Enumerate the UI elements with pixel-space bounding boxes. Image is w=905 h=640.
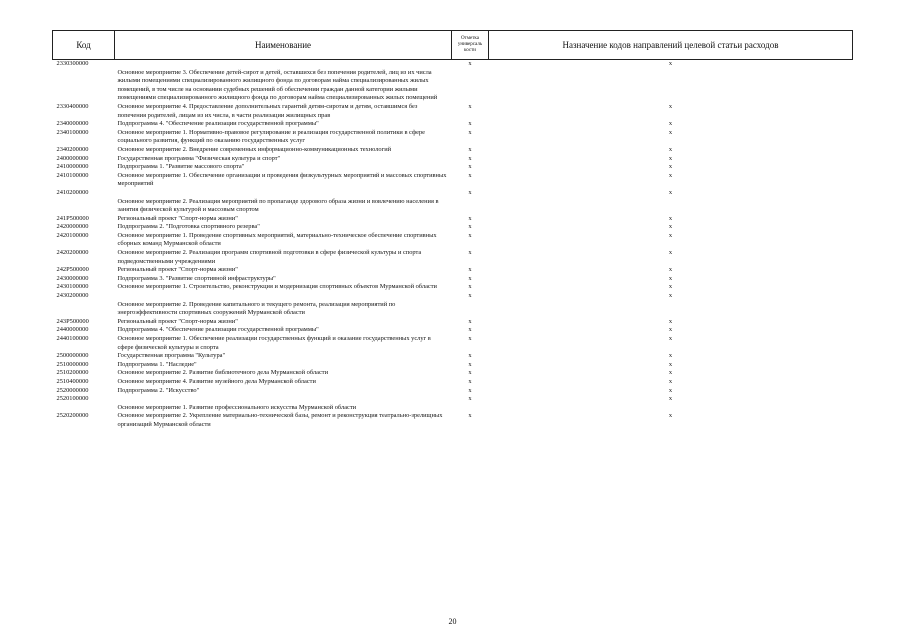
- column-header-universality-flag: Отметка универсаль кости: [452, 31, 489, 60]
- row-universality-flag-cell: x: [468, 352, 472, 360]
- table-row: [53, 318, 853, 327]
- row-universality-flag-cell: x: [468, 386, 472, 394]
- row-code-cell: 2330300000: [56, 60, 89, 67]
- row-name-cell: Основное мероприятие 2. Реализация программ спортивной подготовки в сфере физической культуры и спорта подведомственными учреждениями: [117, 249, 422, 265]
- table-row: [53, 189, 853, 198]
- row-destination-cell: x: [668, 283, 673, 291]
- row-code-cell: 2340200000: [56, 145, 89, 153]
- row-universality-flag-cell: [452, 301, 489, 318]
- row-code-cell: [53, 404, 115, 413]
- row-code-cell: 2440000000: [56, 326, 89, 334]
- table-row: [53, 326, 853, 335]
- row-name-cell: [115, 395, 452, 404]
- row-destination-cell: x: [668, 360, 673, 368]
- row-destination-cell: x: [668, 60, 673, 67]
- row-universality-flag-cell: x: [468, 154, 472, 162]
- row-destination-cell: x: [668, 154, 673, 162]
- row-code-cell: [53, 69, 115, 103]
- row-name-cell: Основное мероприятие 1. Развитие профессионального искусства Мурманской области: [117, 403, 357, 411]
- row-name-cell: Основное мероприятие 1. Обеспечение организации и проведения физкультурных мероприятий и массовых спортивных мероприятий: [117, 171, 447, 188]
- table-row: [53, 395, 853, 404]
- row-universality-flag-cell: x: [468, 188, 472, 196]
- row-name-cell: [115, 60, 452, 69]
- row-code-cell: 2440100000: [56, 335, 89, 342]
- row-universality-flag-cell: x: [468, 120, 472, 128]
- row-destination-cell: x: [668, 188, 673, 196]
- row-name-cell: Основное мероприятие 2. Развитие библиотечного дела Мурманской области: [117, 369, 329, 377]
- table-row: [53, 198, 853, 215]
- row-code-cell: 2510400000: [56, 377, 89, 385]
- row-name-cell: Государственная программа "Культура": [117, 352, 226, 360]
- row-code-cell: 2420200000: [56, 249, 89, 257]
- row-code-cell: 2520000000: [56, 386, 89, 394]
- row-universality-flag-cell: x: [468, 283, 472, 291]
- row-destination-cell: x: [668, 317, 673, 325]
- row-name-cell: Основное мероприятие 3. Обеспечение детей-сирот и детей, оставшихся без попечения родителей, лиц из их числа жилыми помещениями специализированного жилищного фонда по договорам найма специализированных жилых помещений, в том числе на основании судебных решений об обеспечении граждан данной категории жилыми помещениями специализированного жилищного фонда по договорам найма специализированных жилых помещений: [117, 68, 438, 102]
- column-header-code: Код: [53, 31, 115, 60]
- table-row: [53, 163, 853, 172]
- row-universality-flag-cell: x: [468, 412, 472, 420]
- row-universality-flag-cell: x: [468, 163, 472, 171]
- row-name-cell: Основное мероприятие 2. Внедрение современных информационно-коммуникационных технологий: [117, 145, 392, 153]
- row-code-cell: 2420000000: [56, 223, 89, 231]
- row-universality-flag-cell: x: [468, 317, 472, 325]
- row-name-cell: Основное мероприятие 4. Предоставление дополнительных гарантий детям-сиротам и детям, оставшимся без попечения родителей, лицам из их числа, в части реализации жилищных прав: [117, 102, 418, 119]
- row-code-cell: 2420100000: [56, 231, 89, 239]
- table-row: [53, 60, 853, 69]
- row-destination-cell: x: [668, 266, 673, 274]
- row-destination-cell: x: [668, 274, 673, 282]
- row-destination-cell: x: [668, 171, 673, 179]
- column-header-name: Наименование: [115, 31, 452, 60]
- table-row: [53, 69, 853, 103]
- table-row: [53, 335, 853, 352]
- row-universality-flag-cell: [452, 69, 489, 103]
- row-name-cell: Подпрограмма 2. "Подготовка спортивного резерва": [117, 223, 260, 231]
- row-destination-cell: [489, 404, 853, 413]
- row-universality-flag-cell: x: [468, 249, 472, 257]
- row-name-cell: Государственная программа "Физическая культура и спорт": [117, 154, 281, 162]
- row-name-cell: Основное мероприятие 2. Проведение капитального и текущего ремонта, реализация мероприятий по энергоэффективности спортивных сооружений Мурманской области: [117, 300, 396, 317]
- row-code-cell: 2520100000: [56, 395, 89, 403]
- row-destination-cell: [489, 301, 853, 318]
- table-row: [53, 292, 853, 301]
- row-destination-cell: x: [668, 214, 673, 222]
- row-destination-cell: x: [668, 163, 673, 171]
- table-row: [53, 120, 853, 129]
- row-name-cell: Подпрограмма 1. "Наследие": [117, 360, 197, 368]
- row-destination-cell: x: [668, 377, 673, 385]
- table-row: [53, 369, 853, 378]
- row-name-cell: Региональный проект "Спорт-норма жизни": [117, 317, 238, 325]
- row-code-cell: 2410200000: [56, 188, 89, 196]
- table-row: [53, 412, 853, 429]
- row-code-cell: 2500000000: [56, 352, 89, 360]
- row-code-cell: 2430100000: [56, 283, 89, 291]
- row-destination-cell: x: [668, 223, 673, 231]
- row-code-cell: 2330400000: [56, 102, 89, 110]
- row-destination-cell: x: [668, 369, 673, 377]
- row-destination-cell: [489, 198, 853, 215]
- row-universality-flag-cell: x: [468, 145, 472, 153]
- row-universality-flag-cell: x: [468, 335, 472, 342]
- table-row: [53, 232, 853, 249]
- row-universality-flag-cell: x: [468, 395, 472, 403]
- row-universality-flag-cell: x: [468, 360, 472, 368]
- row-code-cell: 2410100000: [56, 171, 89, 179]
- table-row: [53, 155, 853, 164]
- row-universality-flag-cell: [452, 404, 489, 413]
- table-row: [53, 172, 853, 189]
- row-code-cell: 2400000000: [56, 154, 89, 162]
- row-name-cell: Основное мероприятие 1. Строительство, реконструкция и модернизация спортивных объектов Мурманской области: [117, 283, 437, 291]
- row-universality-flag-cell: x: [468, 274, 472, 282]
- row-destination-cell: x: [668, 395, 673, 403]
- row-name-cell: [115, 189, 452, 198]
- row-universality-flag-cell: x: [468, 128, 472, 136]
- expense-codes-table: [52, 30, 853, 430]
- table-row: [53, 352, 853, 361]
- row-destination-cell: x: [668, 102, 673, 110]
- row-code-cell: 241P500000: [56, 214, 89, 222]
- table-body: [53, 60, 853, 430]
- row-destination-cell: x: [668, 249, 673, 257]
- row-destination-cell: x: [668, 292, 673, 300]
- row-destination-cell: x: [668, 386, 673, 394]
- row-code-cell: [53, 301, 115, 318]
- row-destination-cell: [489, 69, 853, 103]
- row-name-cell: Основное мероприятие 4. Развитие музейного дела Мурманской области: [117, 377, 316, 385]
- row-name-cell: Основное мероприятие 2. Реализация мероприятий по пропаганде здорового образа жизни и вовлечению населения в занятия физической культурой и массовым спортом: [117, 197, 439, 214]
- row-name-cell: Подпрограмма 2. "Искусство": [117, 386, 200, 394]
- row-destination-cell: x: [668, 352, 673, 360]
- table-row: [53, 249, 853, 266]
- row-code-cell: 2430000000: [56, 274, 89, 282]
- row-universality-flag-cell: x: [468, 369, 472, 377]
- row-universality-flag-cell: x: [468, 223, 472, 231]
- row-name-cell: Региональный проект "Спорт-норма жизни": [117, 266, 238, 274]
- row-destination-cell: x: [668, 128, 673, 136]
- row-code-cell: 2340000000: [56, 120, 89, 128]
- row-code-cell: 2430200000: [56, 292, 89, 300]
- row-name-cell: Основное мероприятие 1. Проведение спортивных мероприятий, материально-техническое обеспечение спортивных сборных команд Мурманской области: [117, 231, 437, 248]
- row-code-cell: 242P500000: [56, 266, 89, 274]
- row-destination-cell: x: [668, 145, 673, 153]
- row-universality-flag-cell: x: [468, 214, 472, 222]
- row-universality-flag-cell: x: [468, 266, 472, 274]
- table-row: [53, 361, 853, 370]
- row-code-cell: 2340100000: [56, 128, 89, 136]
- budget-code-document: [52, 30, 852, 430]
- table-header-row: [53, 31, 853, 60]
- row-universality-flag-cell: x: [468, 326, 472, 334]
- row-universality-flag-cell: x: [468, 377, 472, 385]
- table-row: [53, 146, 853, 155]
- table-row: [53, 103, 853, 120]
- row-universality-flag-cell: x: [468, 171, 472, 179]
- row-universality-flag-cell: x: [468, 102, 472, 110]
- row-universality-flag-cell: [452, 198, 489, 215]
- row-destination-cell: x: [668, 231, 673, 239]
- row-name-cell: Основное мероприятие 2. Укрепление материально-технической базы, ремонт и реконструкция театрально-зрелищных организаций Мурманской области: [117, 412, 443, 428]
- table-row: [53, 275, 853, 284]
- row-code-cell: 2510000000: [56, 360, 89, 368]
- row-name-cell: Подпрограмма 1. "Развитие массового спорта": [117, 163, 245, 171]
- table-row: [53, 387, 853, 396]
- row-name-cell: Основное мероприятие 1. Нормативно-правовое регулирование и реализация государственной политики в сфере социального развития, функций по оказанию государственных услуг: [117, 128, 425, 145]
- table-row: [53, 378, 853, 387]
- row-universality-flag-cell: x: [468, 60, 472, 67]
- table-row: [53, 266, 853, 275]
- column-header-destination: Назначение кодов направлений целевой статьи расходов: [489, 31, 853, 60]
- page-number: 20: [448, 617, 457, 626]
- row-name-cell: [115, 292, 452, 301]
- row-destination-cell: x: [668, 120, 673, 128]
- table-row: [53, 223, 853, 232]
- table-row: [53, 283, 853, 292]
- row-name-cell: Подпрограмма 4. "Обеспечение реализации государственной программы": [117, 326, 319, 334]
- row-name-cell: Основное мероприятие 1. Обеспечение реализации государственных функций и оказание государственных услуг в сфере физической культуры и спорта: [117, 335, 431, 351]
- row-code-cell: 2520200000: [56, 412, 89, 420]
- row-code-cell: [53, 198, 115, 215]
- row-code-cell: 243P500000: [56, 317, 89, 325]
- row-destination-cell: x: [668, 326, 673, 334]
- table-row: [53, 301, 853, 318]
- row-universality-flag-cell: x: [468, 231, 472, 239]
- row-code-cell: 2510200000: [56, 369, 89, 377]
- row-name-cell: Региональный проект "Спорт-норма жизни": [117, 214, 238, 222]
- row-name-cell: Подпрограмма 4. "Обеспечение реализации государственной программы": [117, 120, 319, 128]
- row-universality-flag-cell: x: [468, 292, 472, 300]
- row-destination-cell: x: [668, 335, 673, 342]
- row-destination-cell: x: [668, 412, 673, 420]
- row-name-cell: Подпрограмма 3. "Развитие спортивной инфраструктуры": [117, 274, 276, 282]
- table-row: [53, 404, 853, 413]
- table-row: [53, 129, 853, 146]
- table-row: [53, 215, 853, 224]
- row-code-cell: 2410000000: [56, 163, 89, 171]
